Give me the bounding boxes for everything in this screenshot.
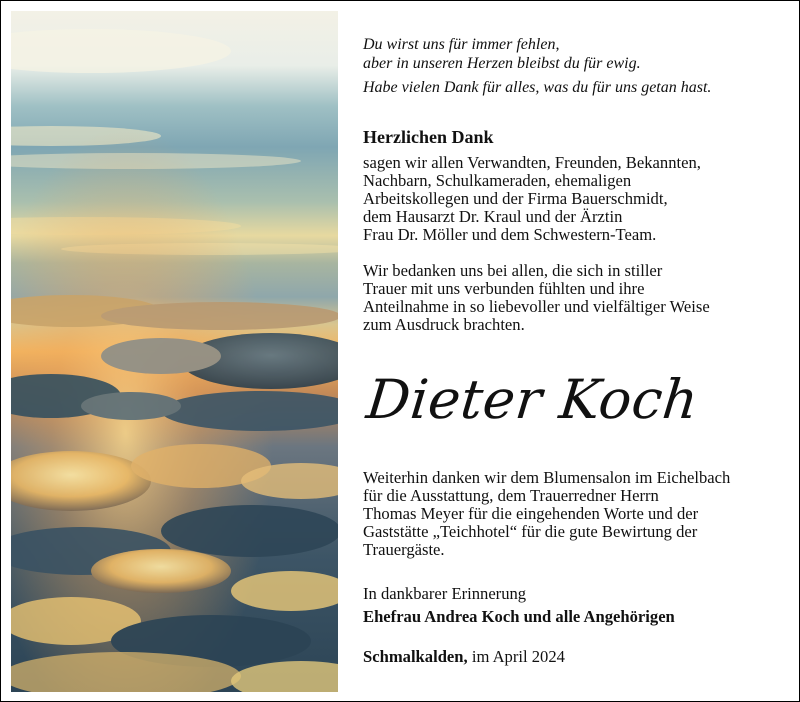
date-text: im April 2024 (471, 647, 565, 666)
condolence-line: zum Ausdruck brachten. (363, 315, 525, 334)
thanks-line: sagen wir allen Verwandten, Freunden, Bekannten, (363, 153, 701, 172)
thanks-heading: Herzlichen Dank (363, 127, 494, 147)
thanks-line: dem Hausarzt Dr. Kraul und der Ärztin (363, 207, 623, 226)
thanks-line: Nachbarn, Schulkameraden, ehemaligen (363, 171, 632, 190)
condolence-line: Trauer mit uns verbunden fühlten und ihre (363, 279, 645, 298)
thanks-paragraph (363, 154, 701, 244)
quote-line-1: Du wirst uns für immer fehlen, (363, 36, 560, 53)
condolence-paragraph (363, 262, 710, 334)
further-thanks-line: Gaststätte „Teichhotel“ für die gute Bewirtung der (363, 522, 698, 541)
thanks-line: Frau Dr. Möller und dem Schwestern-Team. (363, 225, 657, 244)
condolence-line: Wir bedanken uns bei allen, die sich in stiller (363, 261, 663, 280)
further-thanks-paragraph (363, 469, 730, 559)
thanks-line: Arbeitskollegen und der Firma Bauerschmidt, (363, 189, 668, 208)
family-signature: Ehefrau Andrea Koch und alle Angehörigen (363, 607, 675, 626)
quote-line-3: Habe vielen Dank für alles, was du für uns getan hast. (363, 79, 712, 96)
quote-line-2: aber in unseren Herzen bleibst du für ewig. (363, 55, 641, 72)
place-date-line (363, 647, 565, 667)
condolence-line: Anteilnahme in so liebevoller und vielfältiger Weise (363, 297, 710, 316)
place-name: Schmalkalden, (363, 647, 468, 666)
notice-text-column (363, 0, 783, 702)
further-thanks-line: Thomas Meyer für die eingehenden Worte und der (363, 504, 699, 523)
further-thanks-line: Trauergäste. (363, 540, 445, 559)
further-thanks-line: Weiterhin danken wir dem Blumensalon im Eichelbach (363, 468, 731, 487)
sunset-clouds-image (11, 11, 338, 692)
closing-intro: In dankbarer Erinnerung (363, 584, 527, 603)
sky-clouds-photo (11, 11, 338, 692)
further-thanks-line: für die Ausstattung, dem Trauerredner Herrn (363, 486, 659, 505)
deceased-name: Dieter Koch (363, 368, 702, 431)
